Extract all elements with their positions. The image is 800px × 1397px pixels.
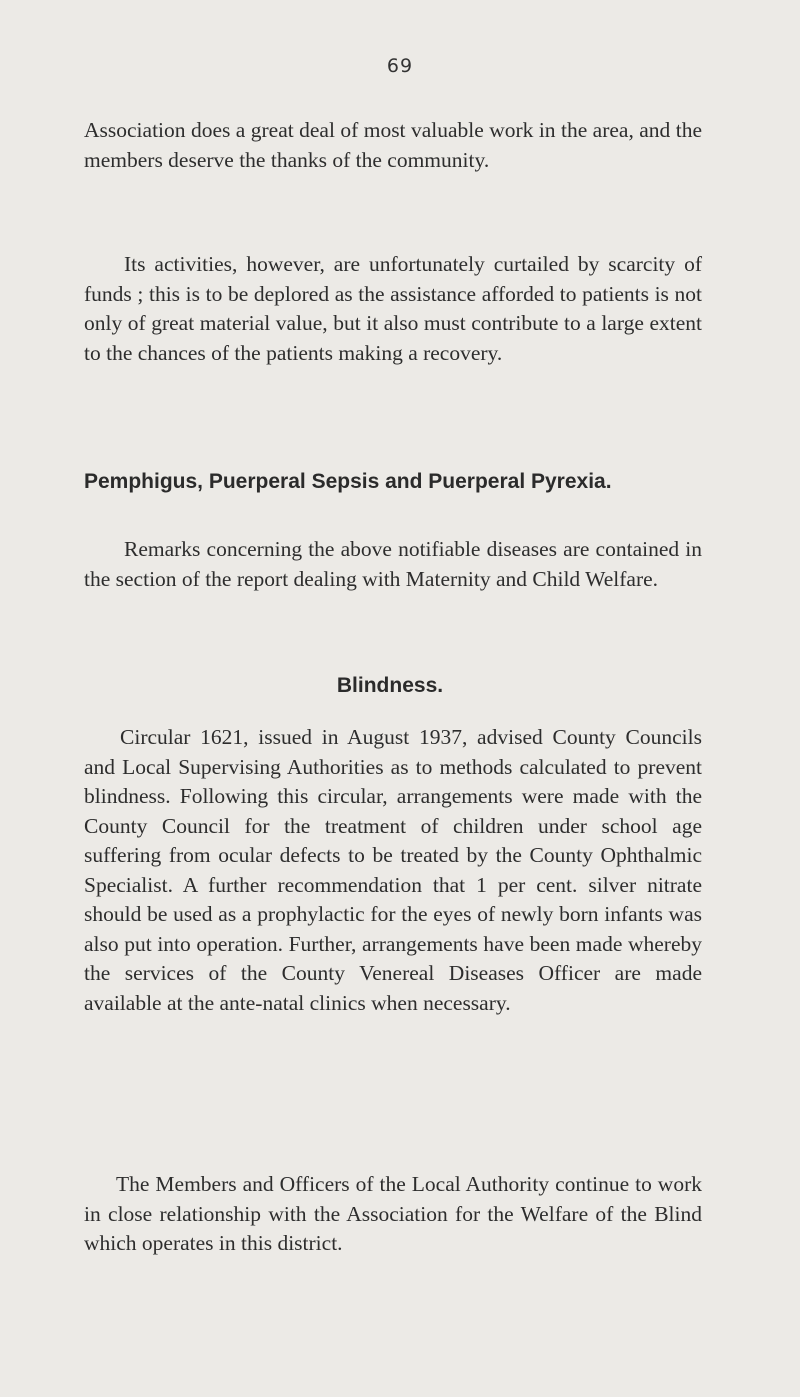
paragraph-pemphigus-remarks: Remarks concerning the above notifiable diseases are contained in the section of the report dealing with Maternity and Child Welfare. <box>84 537 702 591</box>
page-number: 69 <box>386 55 414 77</box>
paragraph-members: The Members and Officers of the Local Authority continue to work in close relationship with the Association for the Welfare of the Blind which operates in this district. <box>84 1172 702 1255</box>
heading-pemphigus: Pemphigus, Puerperal Sepsis and Puerperal Pyrexia. <box>84 470 612 493</box>
paragraph-circular: Circular 1621, issued in August 1937, advised County Councils and Local Supervising Authorities as to methods calculated to prevent blindness. Following this circular, arrangements were made with the County Council for the treatment of children under school age suffering from ocular defects to be treated by the County Ophthalmic Specialist. A further recommendation that 1 per cent. silver nitrate should be used as a prophylactic for the eyes of newly born infants was also put into operation. Further, arrangements have been made whereby the services of the County Venereal Diseases Officer are made available at the ante-natal clinics when necessary. <box>84 725 702 1015</box>
heading-blindness: Blindness. <box>336 674 444 697</box>
paragraph-association: Association does a great deal of most valuable work in the area, and the members deserve the thanks of the community. <box>84 118 702 172</box>
paragraph-activities: Its activities, however, are unfortunately curtailed by scarcity of funds ; this is to be deplored as the assistance afforded to patients is not only of great material value, but it also must contribute to a large extent to the chances of the patients making a recovery. <box>84 252 702 365</box>
